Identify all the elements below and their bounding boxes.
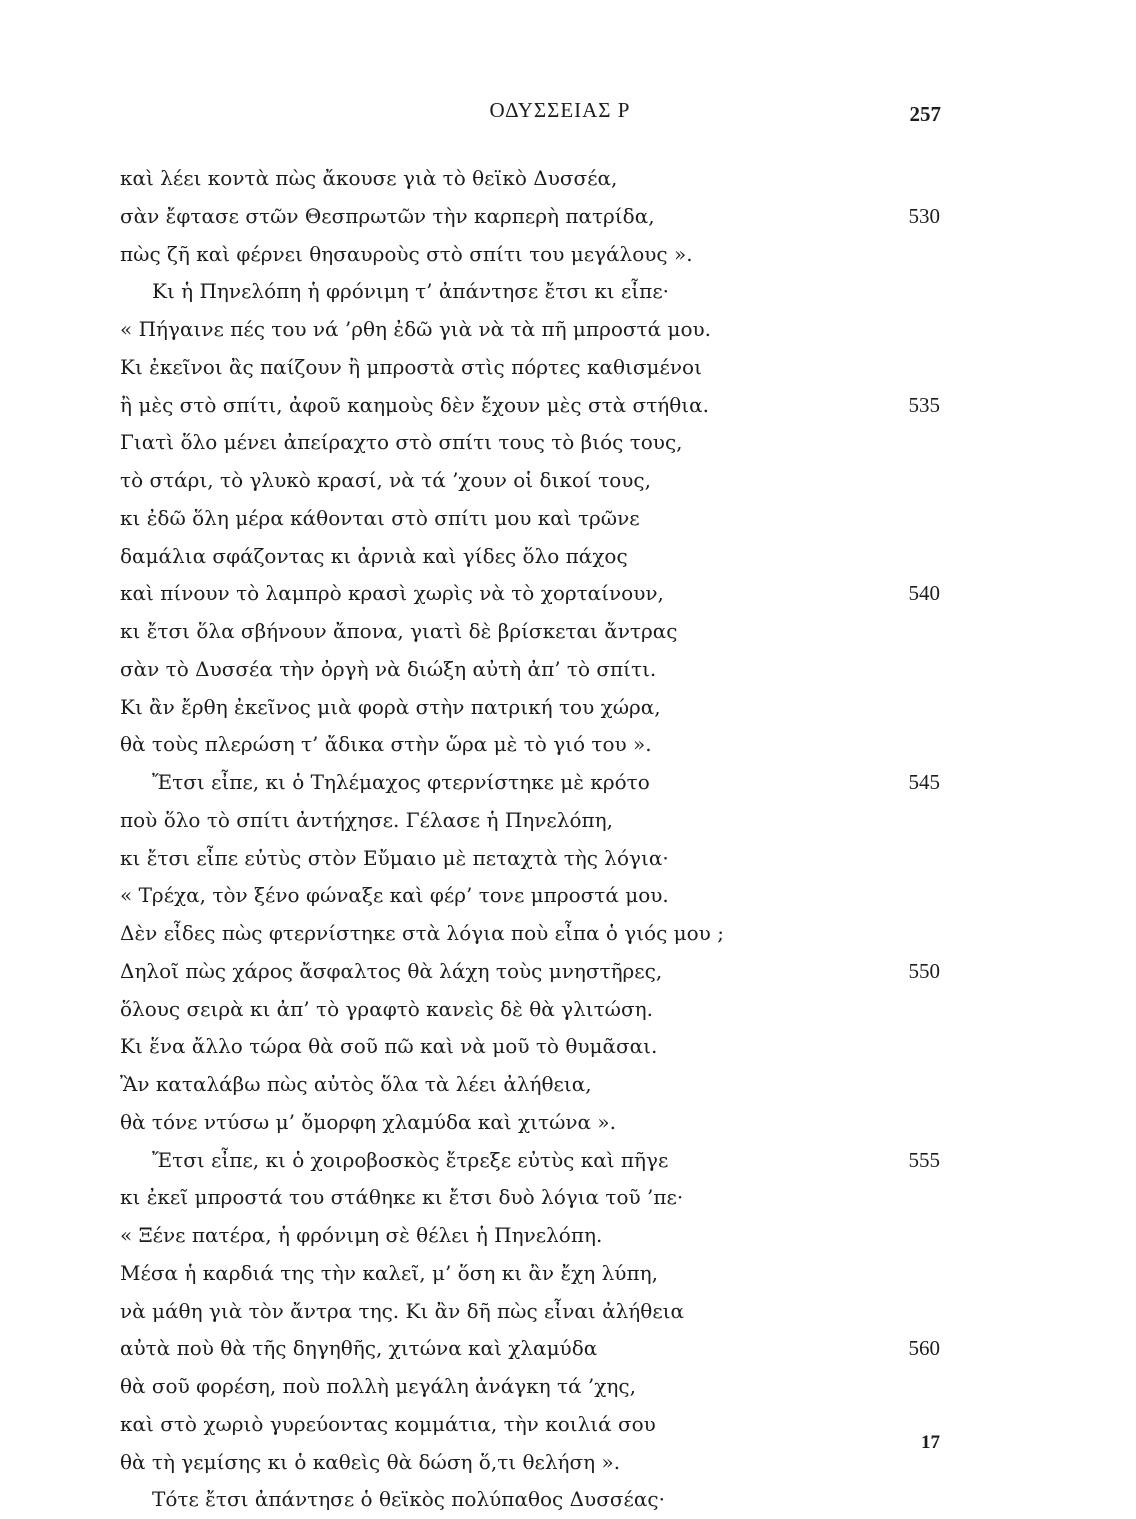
verse-line — [0, 726, 1136, 764]
verse-line — [0, 1028, 1136, 1066]
verse-line — [0, 538, 1136, 576]
verse-text: κι ἔτσι εἶπε εὐτὺς στὸν Εὔμαιο μὲ πεταχτὰ τὴς λόγια· — [120, 845, 669, 870]
verse-text: σὰν τὸ Δυσσέα τὴν ὀργὴ νὰ διώξη αὐτὴ ἀπ’ τὸ σπίτι. — [120, 656, 657, 681]
verse-text: δαμάλια σφάζοντας κι ἀρνιὰ καὶ γίδες ὅλο πάχος — [120, 543, 628, 568]
verse-line — [0, 651, 1136, 689]
verse-text: καὶ στὸ χωριὸ γυρεύοντας κομμάτια, τὴν κοιλιά σου — [120, 1411, 656, 1436]
verse-line — [0, 953, 1136, 991]
verse-line — [0, 802, 1136, 840]
verse-line — [0, 424, 1136, 462]
verse-text: κι ἐδῶ ὅλη μέρα κάθονται στὸ σπίτι μου καὶ τρῶνε — [120, 505, 640, 530]
line-number: 550 — [908, 958, 940, 983]
line-number: 560 — [908, 1336, 940, 1361]
verse-text: καὶ πίνουν τὸ λαμπρὸ κρασὶ χωρὶς νὰ τὸ χορταίνουν, — [120, 581, 664, 606]
running-title: ΟΔΥΣΣΕΙΑΣ Ρ — [489, 98, 631, 122]
verse-text: Γιατὶ ὅλο μένει ἀπείραχτο στὸ σπίτι τους τὸ βιός τους, — [120, 430, 683, 455]
verse-line — [0, 311, 1136, 349]
running-head — [0, 98, 1136, 134]
verse-text: θὰ σοῦ φορέση, ποὺ πολλὴ μεγάλη ἀνάγκη τά ’χης, — [120, 1374, 636, 1398]
verse-line — [0, 500, 1136, 538]
verse-text: νὰ μάθη γιὰ τὸν ἄντρα της. Κι ἂν δῆ πὼς εἶναι ἀλήθεια — [120, 1298, 685, 1323]
verse-line — [0, 1066, 1136, 1104]
verse-line — [0, 160, 1136, 198]
verse-line — [0, 575, 1136, 613]
verse-line — [0, 1104, 1136, 1142]
verse-text: ὅλους σειρὰ κι ἀπ’ τὸ γραφτὸ κανεὶς δὲ θὰ γλιτώση. — [120, 996, 653, 1021]
verse-text: αὐτὰ ποὺ θὰ τῆς δηγηθῆς, χιτώνα καὶ χλαμύδα — [120, 1336, 598, 1361]
verse-text: πὼς ζῆ καὶ φέρνει θησαυροὺς στὸ σπίτι του μεγάλους ». — [120, 241, 693, 266]
verse-line — [0, 1330, 1136, 1368]
verse-text: Κι ἕνα ἄλλο τώρα θὰ σοῦ πῶ καὶ νὰ μοῦ τὸ θυμᾶσαι. — [120, 1034, 658, 1059]
verse-line — [0, 1406, 1136, 1444]
verse-text: Δηλοῖ πὼς χάρος ἄσφαλτος θὰ λάχη τοὺς μνηστῆρες, — [120, 958, 663, 983]
verse-line — [0, 915, 1136, 953]
verse-text: καὶ λέει κοντὰ πὼς ἄκουσε γιὰ τὸ θεϊκὸ Δυσσέα, — [120, 166, 618, 190]
line-number: 555 — [908, 1147, 940, 1172]
verse-text: Κι ἂν ἔρθη ἐκεῖνος μιὰ φορὰ στὴν πατρική του χώρα, — [120, 694, 661, 719]
verse-text: θὰ τόνε ντύσω μ’ ὄμορφη χλαμύδα καὶ χιτώνα ». — [120, 1109, 616, 1134]
verse-line — [0, 689, 1136, 727]
verse-line — [0, 991, 1136, 1029]
verse-text: « Τρέχα, τὸν ξένο φώναξε καὶ φέρ’ τονε μπροστά μου. — [120, 883, 669, 908]
verse-line — [0, 1142, 1136, 1180]
printer-signature: 17 — [921, 1432, 940, 1453]
verse-text: θὰ τὴ γεμίσης κι ὁ καθεὶς θὰ δώση ὅ,τι θελήση ». — [120, 1449, 621, 1474]
verse-line — [0, 764, 1136, 802]
verse-text: Ἔτσι εἶπε, κι ὁ Τηλέμαχος φτερνίστηκε μὲ κρότο — [152, 770, 650, 794]
verse-line — [0, 1444, 1136, 1482]
verse-text: « Ξένε πατέρα, ἡ φρόνιμη σὲ θέλει ἡ Πηνελόπη. — [120, 1223, 603, 1247]
verse-text: ποὺ ὅλο τὸ σπίτι ἀντήχησε. Γέλασε ἡ Πηνελόπη, — [120, 807, 613, 832]
page-number: 257 — [909, 102, 941, 126]
verse-line — [0, 840, 1136, 878]
verse-line — [0, 613, 1136, 651]
verse-block — [0, 160, 1136, 1519]
verse-line — [0, 1293, 1136, 1331]
verse-line — [0, 1368, 1136, 1406]
verse-line — [0, 349, 1136, 387]
verse-text: Δὲν εἶδες πὼς φτερνίστηκε στὰ λόγια ποὺ εἶπα ὁ γιός μου ; — [120, 921, 724, 945]
verse-text: Μέσα ἡ καρδιά της τὴν καλεῖ, μ’ ὅση κι ἂν ἔχη λύπη, — [120, 1260, 658, 1285]
verse-text: Κι ἡ Πηνελόπη ἡ φρόνιμη τ’ ἀπάντησε ἔτσι κι εἶπε· — [152, 279, 670, 304]
verse-text: Ἂν καταλάβω πὼς αὐτὸς ὅλα τὰ λέει ἀλήθεια, — [120, 1072, 592, 1096]
verse-line — [0, 1179, 1136, 1217]
verse-text: ἢ μὲς στὸ σπίτι, ἀφοῦ καημοὺς δὲν ἔχουν μὲς στὰ στήθια. — [120, 392, 709, 417]
verse-line — [0, 236, 1136, 274]
line-number: 545 — [908, 770, 940, 794]
verse-line — [0, 877, 1136, 915]
verse-text: σὰν ἔφτασε στῶν Θεσπρωτῶν τὴν καρπερὴ πατρίδα, — [120, 203, 655, 228]
verse-text: Ἔτσι εἶπε, κι ὁ χοιροβοσκὸς ἔτρεξε εὐτὺς καὶ πῆγε — [152, 1147, 669, 1172]
line-number: 530 — [908, 203, 940, 228]
verse-text: κι ἐκεῖ μπροστά του στάθηκε κι ἔτσι δυὸ λόγια τοῦ ’πε· — [120, 1185, 684, 1210]
verse-line — [0, 1255, 1136, 1293]
verse-text: Τότε ἔτσι ἀπάντησε ὁ θεϊκὸς πολύπαθος Δυσσέας· — [152, 1487, 665, 1512]
verse-line — [0, 1481, 1136, 1519]
verse-text: « Πήγαινε πές του νά ’ρθη ἐδῶ γιὰ νὰ τὰ πῆ μπροστά μου. — [120, 317, 712, 341]
verse-text: κι ἔτσι ὅλα σβήνουν ἄπονα, γιατὶ δὲ βρίσκεται ἄντρας — [120, 619, 678, 643]
verse-line — [0, 1217, 1136, 1255]
verse-line — [0, 462, 1136, 500]
verse-text: τὸ στάρι, τὸ γλυκὸ κρασί, νὰ τά ’χουν οἱ δικοί τους, — [120, 468, 651, 492]
line-number: 540 — [908, 581, 940, 606]
verse-line — [0, 198, 1136, 236]
line-number: 535 — [908, 392, 940, 417]
verse-line — [0, 273, 1136, 311]
verse-text: θὰ τοὺς πλερώση τ’ ἄδικα στὴν ὥρα μὲ τὸ γιό του ». — [120, 732, 652, 757]
verse-line — [0, 387, 1136, 425]
verse-text: Κι ἐκεῖνοι ἂς παίζουν ἢ μπροστὰ στὶς πόρτες καθισμένοι — [120, 354, 702, 379]
